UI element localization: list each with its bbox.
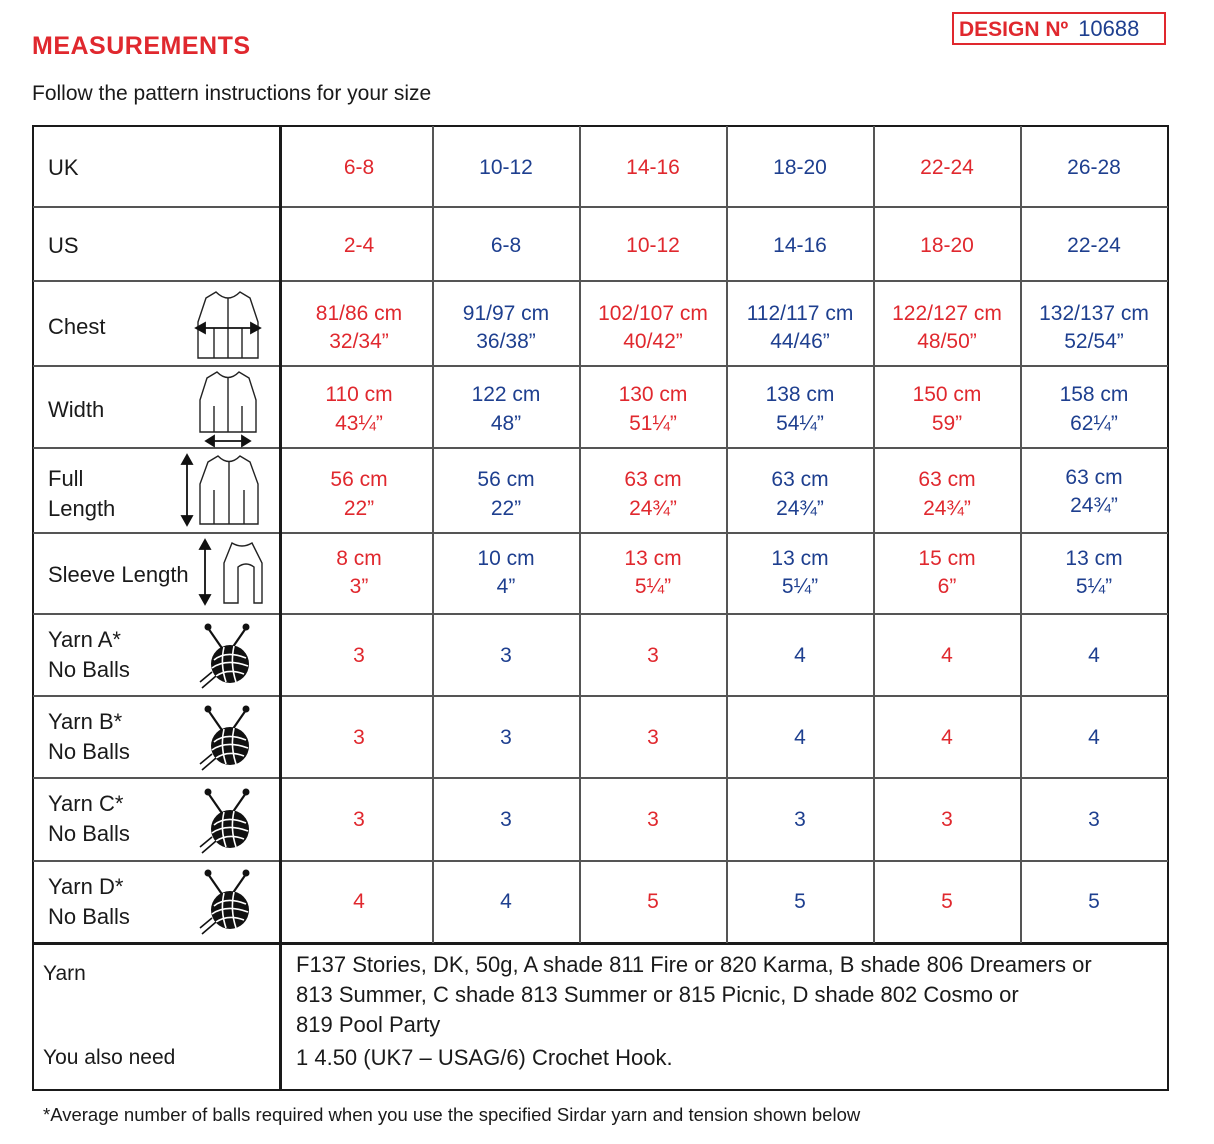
design-number: 10688 [1078,16,1140,41]
yarn-b-balls: 3 [647,726,659,749]
width-in: 59” [931,412,963,435]
width-in: 51¼” [629,412,677,435]
sleeve-in: 6” [937,575,957,598]
yarn-d-balls: 5 [1088,890,1100,913]
sleeve-in: 4” [496,575,516,598]
us-size: 2-4 [343,234,375,257]
row-label-yarn-d: Yarn D* [48,874,124,899]
yarn-info-label: Yarn [43,962,86,985]
length-cm: 56 cm [477,468,535,491]
chest-cm: 132/137 cm [1039,302,1149,325]
row-divider [33,777,1168,779]
row-divider [33,695,1168,697]
footnote: *Average number of balls required when you use the specified Sirdar yarn and tension shown below [43,1104,861,1125]
garment-width-icon [196,368,260,448]
chest-in: 52/54” [1064,330,1124,353]
also-need-label: You also need [43,1046,176,1069]
sleeve-in: 3” [349,575,369,598]
uk-size: 10-12 [479,156,533,179]
yarn-c-balls: 3 [353,808,365,831]
row-divider [33,365,1168,367]
yarn-d-balls: 5 [941,890,953,913]
subtitle: Follow the pattern instructions for your size [32,82,432,105]
uk-size: 26-28 [1067,156,1121,179]
yarn-a-balls: 3 [500,644,512,667]
sleeve-cm: 13 cm [1065,547,1123,570]
row-label-uk: UK [48,155,79,180]
row-divider [33,532,1168,534]
row-label-no-balls: No Balls [48,821,130,846]
yarn-info-line: 819 Pool Party [296,1012,441,1037]
yarn-a-balls: 3 [353,644,365,667]
yarn-d-balls: 4 [500,890,512,913]
width-cm: 122 cm [471,383,541,406]
yarn-b-balls: 4 [941,726,953,749]
sleeve-in: 5¼” [634,575,672,598]
yarn-d-balls: 4 [353,890,365,913]
width-in: 43¼” [335,412,383,435]
yarn-d-balls: 5 [794,890,806,913]
yarn-a-balls: 4 [794,644,806,667]
yarn-c-balls: 3 [647,808,659,831]
row-divider [33,206,1168,208]
label-column-divider [279,126,282,1090]
row-divider [33,860,1168,862]
row-divider [33,280,1168,282]
row-label-full: Full [48,466,84,491]
design-number-box [952,12,1166,45]
chest-in: 36/38” [476,330,536,353]
row-label-width: Width [48,397,105,422]
row-label-no-balls: No Balls [48,657,130,682]
sleeve-in: 5¼” [1075,575,1113,598]
yarn-c-balls: 3 [794,808,806,831]
length-cm: 63 cm [624,468,682,491]
chest-in: 32/34” [329,330,389,353]
yarn-info-line: 813 Summer, C shade 813 Summer or 815 Picnic, D shade 802 Cosmo or [296,982,1019,1007]
yarn-ball-icon [196,785,256,855]
row-label-no-balls: No Balls [48,904,130,929]
yarn-c-balls: 3 [500,808,512,831]
yarn-d-balls: 5 [647,890,659,913]
yarn-a-balls: 4 [1088,644,1100,667]
chest-cm: 122/127 cm [892,302,1002,325]
sleeve-length-icon [196,537,266,609]
width-in: 48” [490,412,522,435]
length-in: 24¾” [923,497,971,520]
width-cm: 150 cm [912,383,982,406]
sleeve-cm: 13 cm [771,547,829,570]
length-cm: 63 cm [918,468,976,491]
row-label-length: Length [48,496,116,521]
yarn-ball-icon [196,702,256,772]
yarn-a-balls: 4 [941,644,953,667]
yarn-ball-icon [196,866,256,936]
section-divider [33,942,1168,945]
yarn-b-balls: 4 [794,726,806,749]
chest-in: 48/50” [917,330,977,353]
yarn-ball-icon [196,620,256,690]
uk-size: 18-20 [773,156,827,179]
us-size: 18-20 [920,234,974,257]
width-in: 54¼” [776,412,824,435]
garment-length-icon [178,452,264,530]
us-size: 14-16 [773,234,827,257]
sleeve-cm: 10 cm [477,547,535,570]
row-label-us: US [48,233,79,258]
row-label-yarn-b: Yarn B* [48,709,123,734]
yarn-a-balls: 3 [647,644,659,667]
length-in: 24¾” [629,497,677,520]
chest-cm: 91/97 cm [462,302,550,325]
chest-in: 44/46” [770,330,830,353]
uk-size: 22-24 [920,156,974,179]
yarn-b-balls: 3 [500,726,512,749]
sleeve-cm: 15 cm [918,547,976,570]
sleeve-cm: 13 cm [624,547,682,570]
yarn-b-balls: 3 [353,726,365,749]
sleeve-cm: 8 cm [336,547,382,570]
yarn-c-balls: 3 [941,808,953,831]
yarn-c-balls: 3 [1088,808,1100,831]
width-cm: 138 cm [765,383,835,406]
length-cm: 63 cm [771,468,829,491]
width-cm: 110 cm [325,383,393,406]
yarn-info-line: F137 Stories, DK, 50g, A shade 811 Fire or 820 Karma, B shade 806 Dreamers or [296,952,1092,977]
width-in: 62¼” [1070,412,1118,435]
us-size: 22-24 [1067,234,1121,257]
row-label-sleeve: Sleeve Length [48,562,189,587]
length-cm: 56 cm [330,468,388,491]
width-cm: 158 cm [1059,383,1129,406]
chest-in: 40/42” [623,330,683,353]
row-label-yarn-c: Yarn C* [48,791,124,816]
yarn-b-balls: 4 [1088,726,1100,749]
page-title: MEASUREMENTS [32,32,251,60]
length-in: 22” [490,497,522,520]
us-size: 6-8 [490,234,522,257]
row-label-no-balls: No Balls [48,739,130,764]
chest-cm: 102/107 cm [598,302,708,325]
yarn-info-text [296,950,1156,1040]
width-cm: 130 cm [618,383,688,406]
also-need-text: 1 4.50 (UK7 – USAG/6) Crochet Hook. [296,1045,673,1070]
design-label: DESIGN Nº [959,18,1069,41]
chest-cm: 112/117 cm [746,302,854,325]
length-in: 22” [343,497,375,520]
row-label-chest: Chest [48,314,106,339]
row-label-yarn-a: Yarn A* [48,627,121,652]
us-size: 10-12 [626,234,680,257]
row-divider [33,613,1168,615]
uk-size: 14-16 [626,156,680,179]
uk-size: 6-8 [343,156,375,179]
length-in: 24¾” [776,497,824,520]
length-in: 24¾” [1070,494,1118,517]
chest-cm: 81/86 cm [315,302,403,325]
garment-chest-icon [194,286,262,364]
length-cm: 63 cm [1065,466,1123,489]
sleeve-in: 5¼” [781,575,819,598]
